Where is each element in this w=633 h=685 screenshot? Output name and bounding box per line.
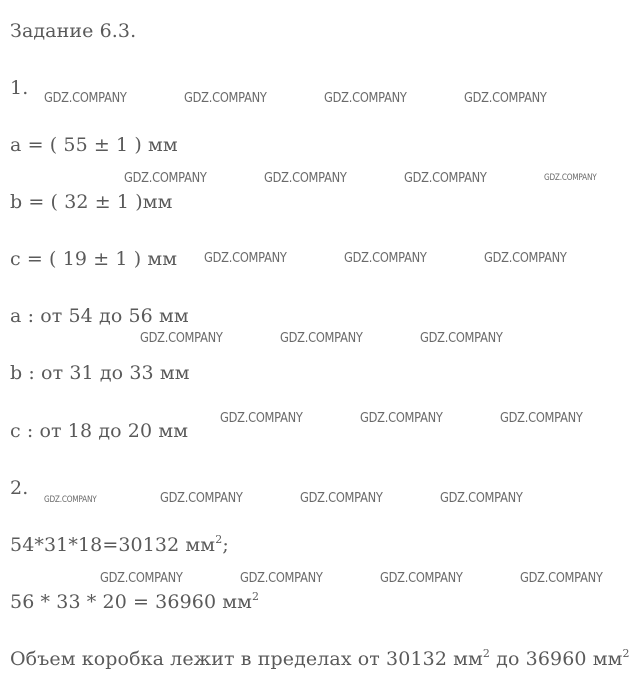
watermark: GDZ.COMPANY <box>440 491 523 506</box>
min-volume-exponent: 2 <box>215 533 223 546</box>
watermark: GDZ.COMPANY <box>44 495 97 505</box>
watermark: GDZ.COMPANY <box>100 571 183 586</box>
range-c: c : от 18 до 20 мм <box>10 420 189 442</box>
watermark: GDZ.COMPANY <box>500 411 583 426</box>
measurement-b: b = ( 32 ± 1 )мм <box>10 191 173 213</box>
watermark: GDZ.COMPANY <box>240 571 323 586</box>
conclusion-exponent-1: 2 <box>482 647 491 660</box>
conclusion-middle: до 36960 мм <box>490 648 623 670</box>
watermark: GDZ.COMPANY <box>184 91 267 106</box>
watermark: GDZ.COMPANY <box>464 91 547 106</box>
part-2-number: 2. <box>10 477 29 499</box>
watermark: GDZ.COMPANY <box>204 251 287 266</box>
watermark: GDZ.COMPANY <box>404 171 487 186</box>
max-volume-expression: 56 * 33 * 20 = 36960 мм <box>10 591 253 613</box>
range-b: b : от 31 до 33 мм <box>10 362 190 384</box>
watermark: GDZ.COMPANY <box>360 411 443 426</box>
part-1-number: 1. <box>10 77 29 99</box>
measurement-a: a = ( 55 ± 1 ) мм <box>10 134 178 156</box>
watermark: GDZ.COMPANY <box>344 251 427 266</box>
min-volume <box>10 534 229 556</box>
conclusion-exponent-2: 2 <box>622 647 630 660</box>
watermark: GDZ.COMPANY <box>124 171 207 186</box>
watermark: GDZ.COMPANY <box>324 91 407 106</box>
conclusion <box>10 648 630 670</box>
watermark: GDZ.COMPANY <box>520 571 603 586</box>
range-a: a : от 54 до 56 мм <box>10 305 189 327</box>
max-volume <box>10 591 259 613</box>
max-volume-exponent: 2 <box>252 590 260 603</box>
watermark: GDZ.COMPANY <box>484 251 567 266</box>
watermark: GDZ.COMPANY <box>264 171 347 186</box>
watermark: GDZ.COMPANY <box>280 331 363 346</box>
min-volume-tail: ; <box>222 534 229 556</box>
conclusion-start: Объем коробка лежит в пределах от 30132 мм <box>10 648 483 670</box>
task-title: Задание 6.3. <box>10 20 137 42</box>
watermark: GDZ.COMPANY <box>544 173 597 183</box>
measurement-c: c = ( 19 ± 1 ) мм <box>10 248 178 270</box>
watermark: GDZ.COMPANY <box>420 331 503 346</box>
min-volume-expression: 54*31*18=30132 мм <box>10 534 216 556</box>
watermark: GDZ.COMPANY <box>44 91 127 106</box>
watermark: GDZ.COMPANY <box>220 411 303 426</box>
watermark: GDZ.COMPANY <box>380 571 463 586</box>
watermark: GDZ.COMPANY <box>140 331 223 346</box>
watermark: GDZ.COMPANY <box>160 491 243 506</box>
watermark: GDZ.COMPANY <box>300 491 383 506</box>
